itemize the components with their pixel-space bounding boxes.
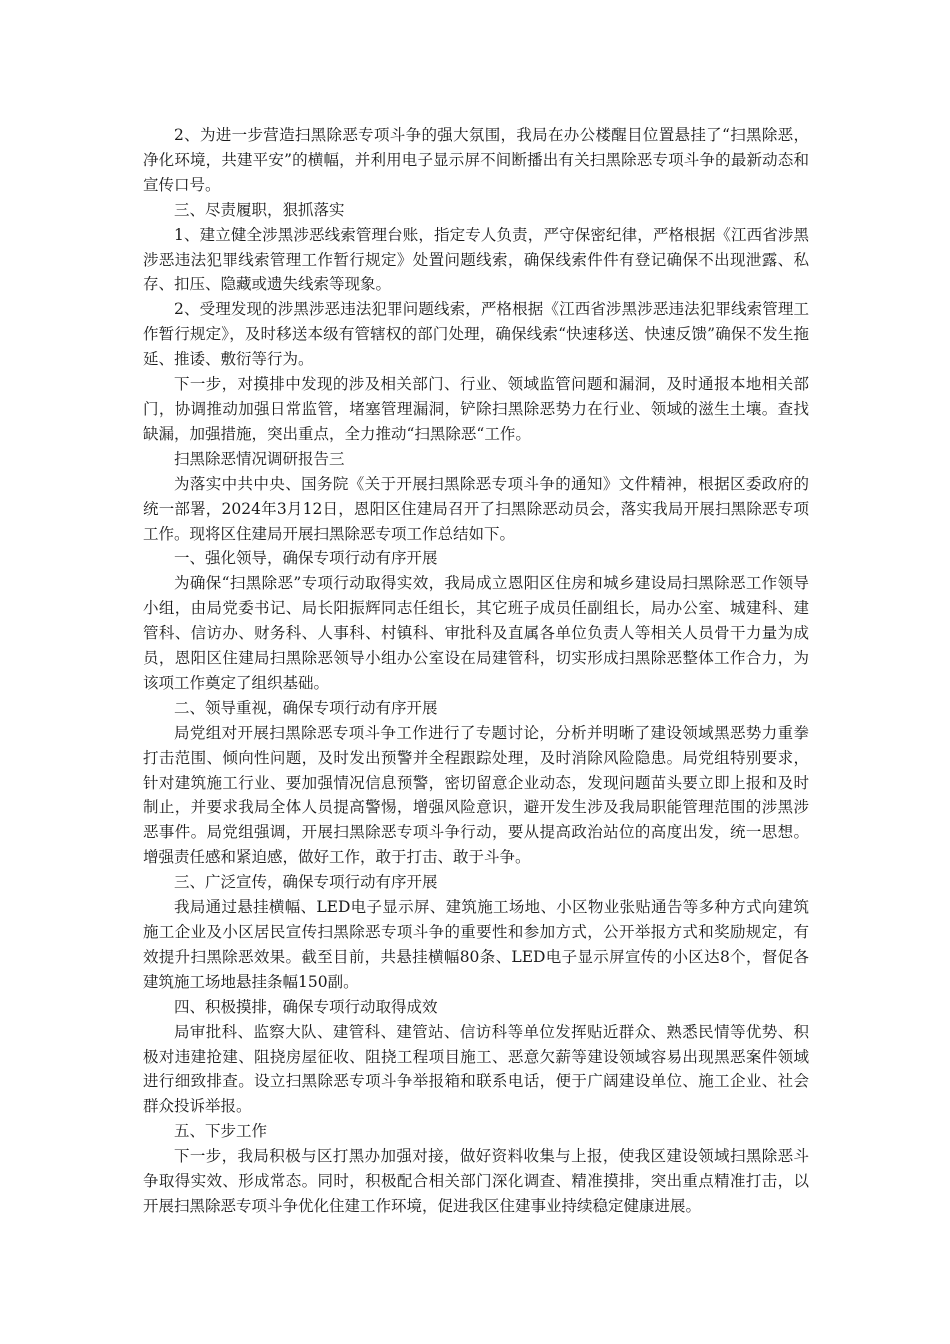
paragraph-next-step: 下一步，对摸排中发现的涉及相关部门、行业、领域监管问题和漏洞，及时通报本地相关部门，协调推动加强日常监管，堵塞管理漏洞，铲除扫黑除恶势力在行业、领域的滋生土壤。查找缺漏，加强措施，突出重点，全力推动“扫黑除恶“工作。	[143, 375, 809, 443]
paragraph-section-5: 下一步，我局积极与区打黑办加强对接，做好资料收集与上报，使我区建设领域扫黑除恶斗争取得实效、形成常态。同时，积极配合相关部门深化调查、精准摸排，突出重点精准打击，以开展扫黑除恶专项斗争优化住建工作环境，促进我区住建事业持续稳定健康进展。	[143, 1147, 809, 1215]
paragraph-section-3: 我局通过悬挂横幅、LED电子显示屏、建筑施工场地、小区物业张贴通告等多种方式向建筑施工企业及小区居民宣传扫黑除恶专项斗争的重要性和参加方式，公开举报方式和奖励规定，有效提升扫黑除恶效果。截至目前，共悬挂横幅80条、LED电子显示屏宣传的小区达8个，督促各建筑施工场地悬挂条幅150副。	[143, 898, 809, 991]
paragraph-3-2: 2、受理发现的涉黑涉恶违法犯罪问题线索，严格根据《江西省涉黑涉恶违法犯罪线索管理工作暂行规定》，及时移送本级有管辖权的部门处理，确保线索“快速移送、快速反馈”确保不发生拖延、推诿、敷衍等行为。	[143, 300, 809, 369]
section-heading-1: 一、强化领导，确保专项行动有序开展	[174, 549, 438, 568]
section-heading-4: 四、积极摸排，确保专项行动取得成效	[174, 997, 438, 1016]
report-title: 扫黑除恶情况调研报告三	[174, 449, 345, 468]
paragraph-intro: 为落实中共中央、国务院《关于开展扫黑除恶专项斗争的通知》文件精神，根据区委政府的统一部署，2024年3月12日，恩阳区住建局召开了扫黑除恶动员会，落实我局开展扫黑除恶专项工作。现将区住建局开展扫黑除恶专项工作总结如下。	[143, 474, 809, 543]
paragraph-section-1: 为确保“扫黑除恶”专项行动取得实效，我局成立恩阳区住房和城乡建设局扫黑除恶工作领导小组，由局党委书记、局长阳振辉同志任组长，其它班子成员任副组长，局办公室、城建科、建管科、信访办、财务科、人事科、村镇科、审批科及直属各单位负责人等相关人员骨干力量为成员，恩阳区住建局扫黑除恶领导小组办公室设在局建管科，切实形成扫黑除恶整体工作合力，为该项工作奠定了组织基础。	[143, 574, 809, 692]
document-page	[143, 123, 809, 1219]
paragraph-section-4: 局审批科、监察大队、建管科、建管站、信访科等单位发挥贴近群众、熟悉民情等优势、积极对违建抢建、阻挠房屋征收、阻挠工程项目施工、恶意欠薪等建设领域容易出现黑恶案件领域进行细致排查。设立扫黑除恶专项斗争举报箱和联系电话，便于广阔建设单位、施工企业、社会群众投诉举报。	[143, 1022, 809, 1116]
paragraph-1: 2、为进一步营造扫黑除恶专项斗争的强大氛围，我局在办公楼醒目位置悬挂了“扫黑除恶，净化环境，共建平安”的横幅，并利用电子显示屏不间断播出有关扫黑除恶专项斗争的最新动态和宣传口号。	[143, 126, 809, 194]
section-heading-5: 五、下步工作	[174, 1122, 268, 1141]
section-heading-3: 三、尽责履职，狠抓落实	[174, 200, 345, 219]
paragraph-3-1: 1、建立健全涉黑涉恶线索管理台账，指定专人负责，严守保密纪律，严格根据《江西省涉黑涉恶违法犯罪线索管理工作暂行规定》处置问题线索，确保线索件件有登记确保不出现泄露、私存、扣压、隐藏或遗失线索等现象。	[143, 225, 809, 294]
paragraph-section-2: 局党组对开展扫黑除恶专项斗争工作进行了专题讨论，分析并明晰了建设领域黑恶势力重拳打击范围、倾向性问题，及时发出预警并全程跟踪处理，及时消除风险隐患。局党组特别要求，针对建筑施工行业、要加强情况信息预警，密切留意企业动态，发现问题苗头要立即上报和及时制止，并要求我局全体人员提高警惕，增强风险意识，避开发生涉及我局职能管理范围的涉黑涉恶事件。局党组强调，开展扫黑除恶专项斗争行动，要从提高政治站位的高度出发，统一思想。增强责任感和紧迫感，做好工作，敢于打击、敢于斗争。	[143, 723, 809, 867]
section-heading-3b: 三、广泛宣传，确保专项行动有序开展	[174, 873, 438, 892]
section-heading-2: 二、领导重视，确保专项行动有序开展	[174, 698, 438, 717]
